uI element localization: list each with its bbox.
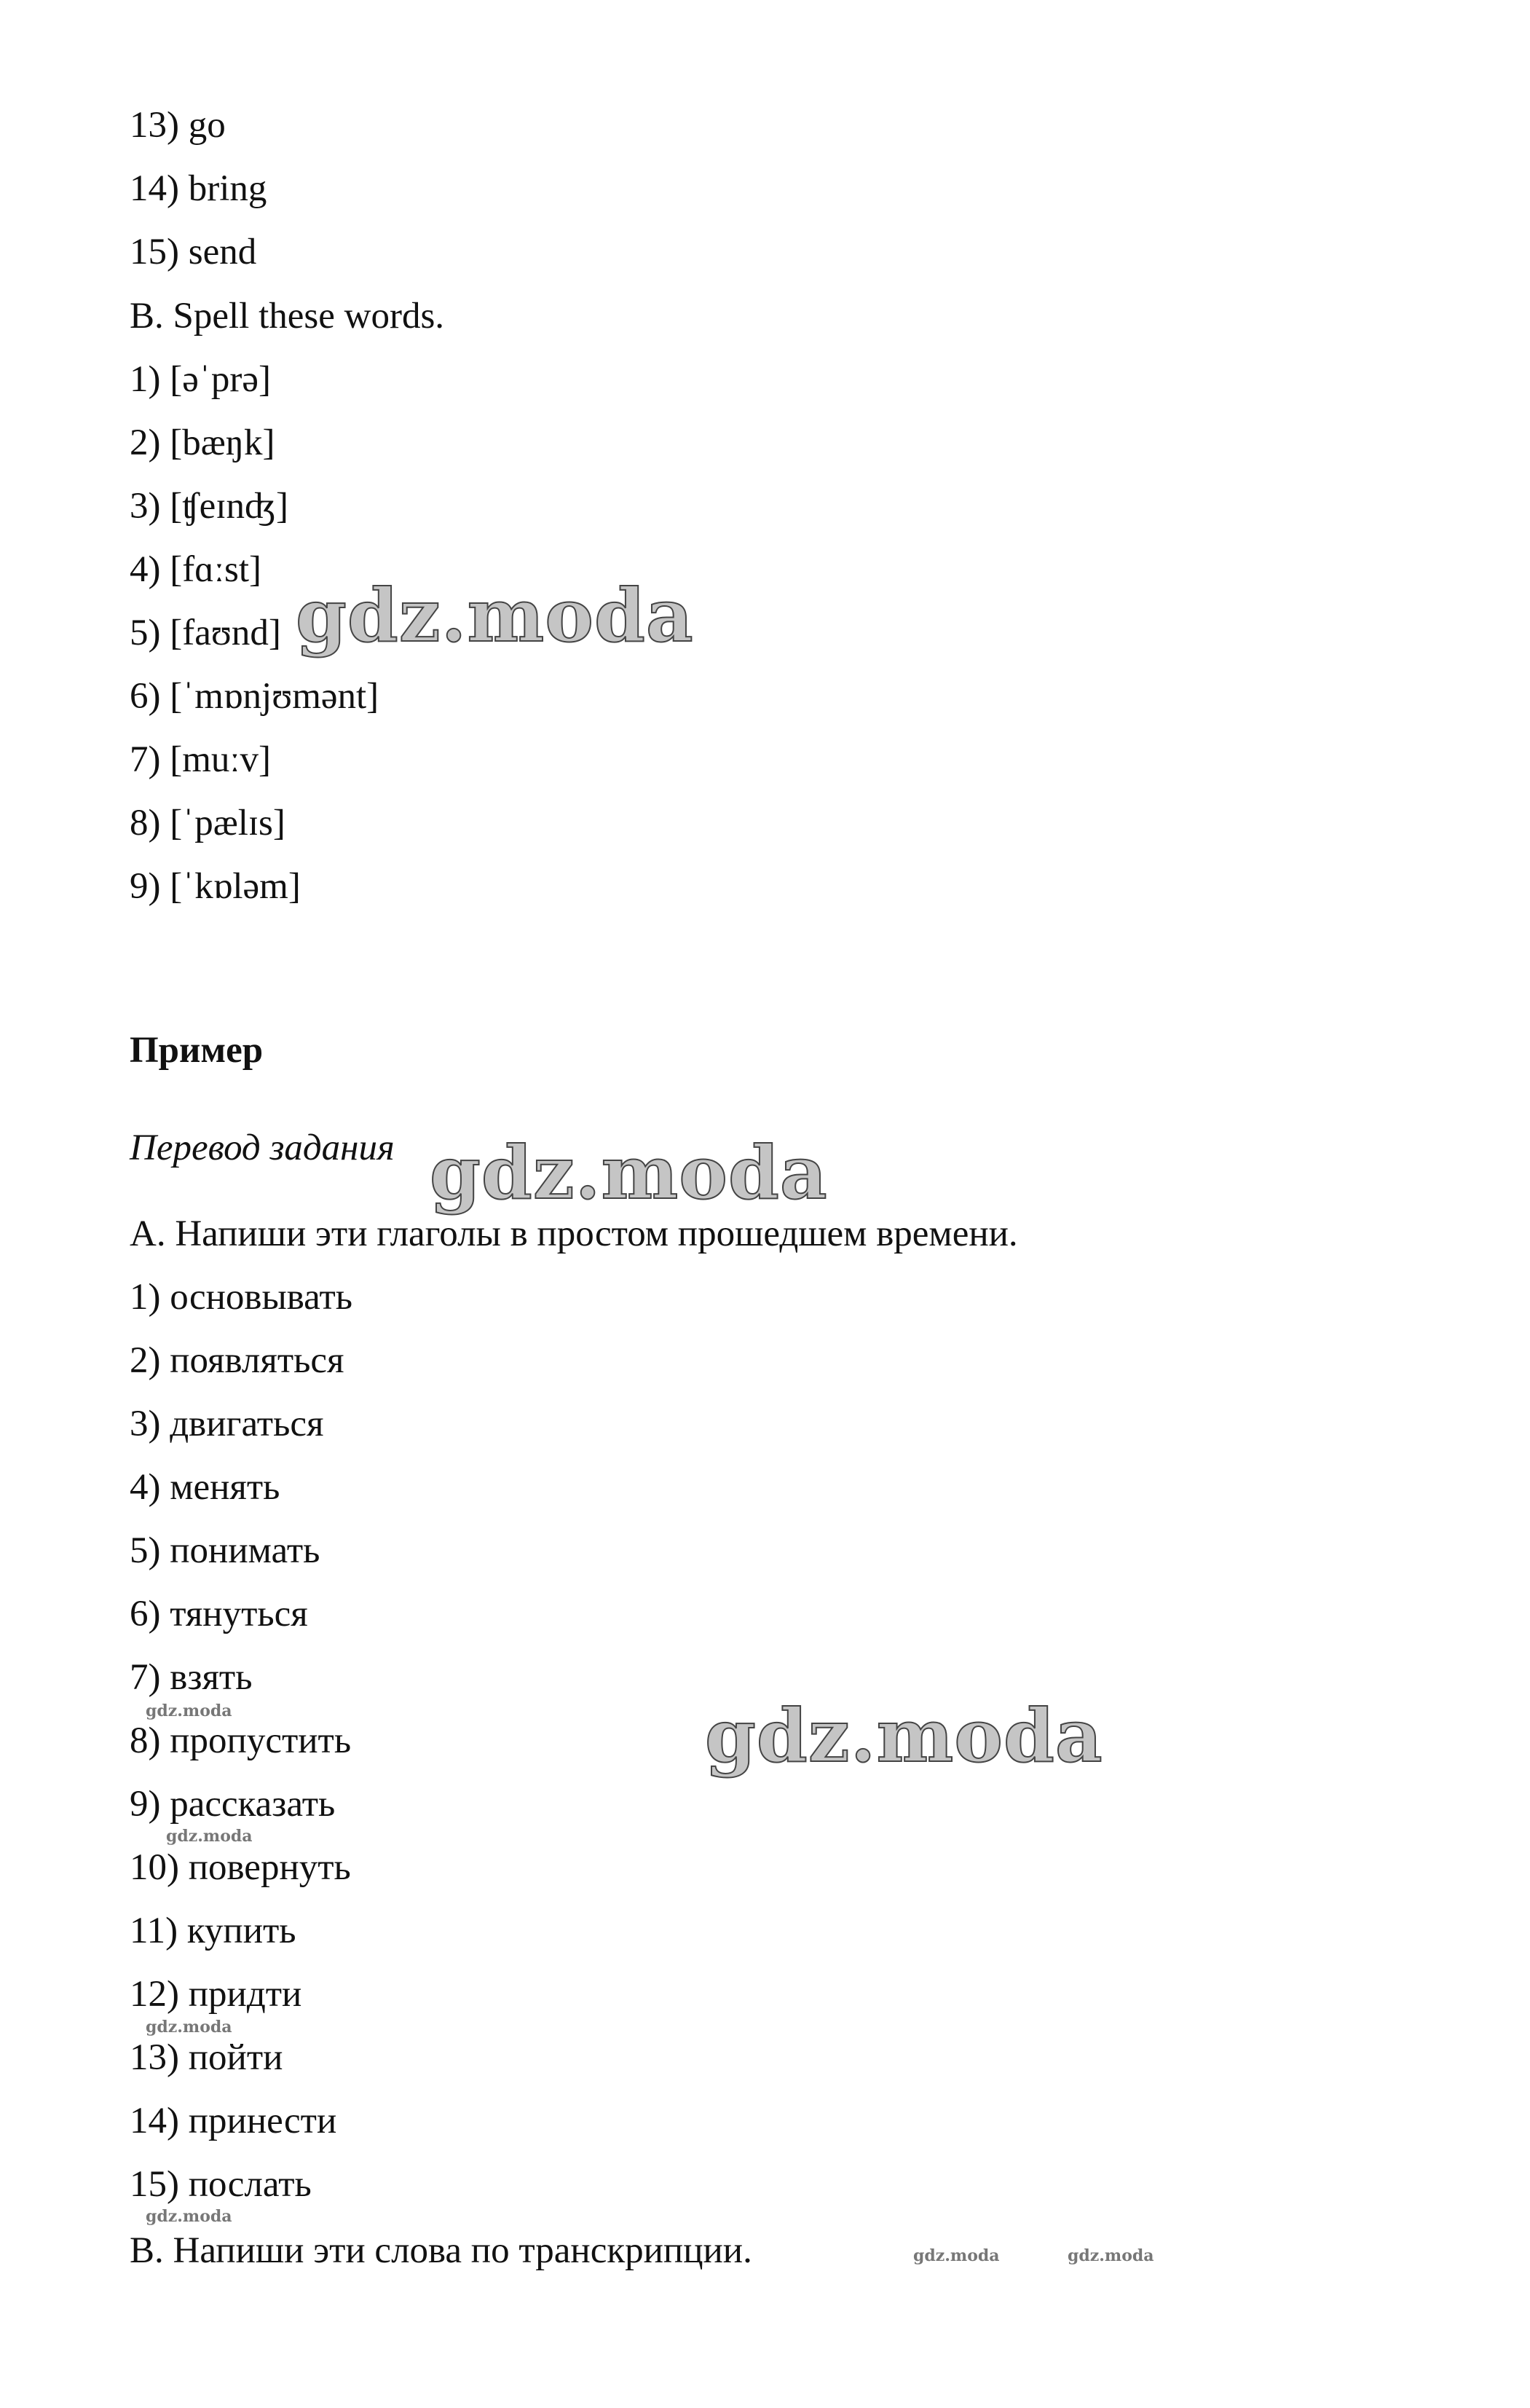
task-a: A. Напиши эти глаголы в простом прошедшем времени.	[130, 1213, 1018, 1254]
list-item: 13) пойти	[130, 2037, 283, 2078]
list-item: 11) купить	[130, 1911, 296, 1951]
transcription-item: 1) [əˈprə]	[130, 359, 271, 400]
list-item: 2) появляться	[130, 1340, 344, 1381]
transcription-item: 3) [ʧeɪnʤ]	[130, 486, 289, 527]
transcription-item: 4) [fɑːst]	[130, 549, 262, 590]
list-item: 14) принести	[130, 2101, 337, 2141]
transcription-item: 6) [ˈmɒnjʊmənt]	[130, 676, 379, 717]
list-item: 14) bring	[130, 168, 267, 209]
transcription-item: 2) [bæŋk]	[130, 422, 275, 463]
list-item: 12) придти	[130, 1974, 302, 2015]
transcription-item: 5) [faʊnd]	[130, 613, 281, 653]
watermark-small: gdz.moda	[913, 2246, 1000, 2265]
list-item: 6) тянуться	[130, 1594, 308, 1634]
watermark-small: gdz.moda	[166, 1827, 253, 1846]
list-item: 15) send	[130, 232, 257, 272]
translation-heading: Перевод задания	[130, 1128, 395, 1168]
list-item: 4) менять	[130, 1467, 280, 1508]
list-item: 13) go	[130, 105, 226, 146]
transcription-item: 8) [ˈpælɪs]	[130, 803, 285, 843]
watermark-small: gdz.moda	[146, 2207, 232, 2226]
watermark-logo: gdz.moda	[705, 1693, 1103, 1779]
section-heading: Пример	[130, 1030, 264, 1071]
list-item: 7) взять	[130, 1657, 253, 1698]
list-item: 5) понимать	[130, 1530, 320, 1571]
transcription-item: 9) [ˈkɒləm]	[130, 866, 301, 907]
transcription-item: 7) [muːv]	[130, 739, 272, 780]
list-item: 10) повернуть	[130, 1847, 351, 1888]
watermark-small: gdz.moda	[1068, 2246, 1154, 2265]
watermark-small: gdz.moda	[146, 1701, 232, 1720]
list-item: 1) основывать	[130, 1277, 353, 1318]
watermark-logo: gdz.moda	[430, 1130, 828, 1216]
list-item: 8) пропустить	[130, 1720, 352, 1761]
list-item: 9) рассказать	[130, 1784, 336, 1825]
task-b-english: B. Spell these words.	[130, 296, 445, 337]
watermark-small: gdz.moda	[146, 2018, 232, 2037]
task-b: B. Напиши эти слова по транскрипции.	[130, 2230, 752, 2271]
list-item: 3) двигаться	[130, 1404, 324, 1444]
watermark-logo: gdz.moda	[296, 573, 694, 658]
list-item: 15) послать	[130, 2164, 312, 2205]
